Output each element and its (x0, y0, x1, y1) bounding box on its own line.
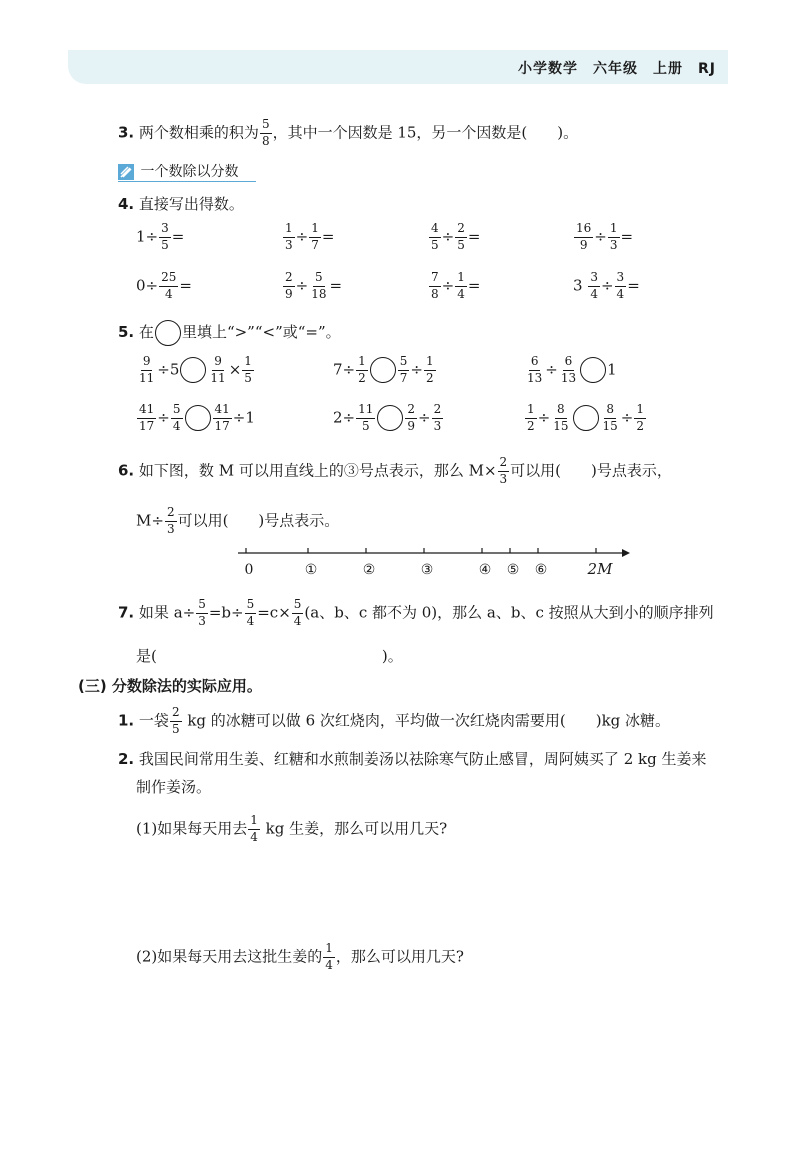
q5-item: 7÷ $\frac{1}{2}$ $\frac{5}{7}$ ÷ $\frac{1}{2}$ (333, 354, 434, 385)
question-4-prompt: 4. 直接写出得数。 (118, 195, 244, 213)
number-line-label: ⑤ (506, 562, 520, 578)
number-line-arrow (622, 549, 630, 557)
question-5-prompt: 5. 在 里填上“>”“<”或“=”。 (118, 320, 341, 346)
question-7-line-1: 7. 如果 a÷ $\frac{5}{3}$ =b÷ $\frac{5}{4}$ =c× $\frac{5}{4}$ (a、b、c 都不为 0)，那么 a、b、c 按照从大到小的顺序排列 (118, 597, 714, 628)
number-line-label: 2M (587, 560, 613, 578)
q4-item: 3 $\frac{3}{4}$ ÷ $\frac{3}{4}$ = (573, 270, 640, 301)
problem-2-line-1: 2. 我国民间常用生姜、红糖和水煎制姜汤以祛除寒气防止感冒，周阿姨买了 2 kg 生姜来 (118, 750, 707, 768)
q4-item: $\frac{2}{9}$ ÷ $\frac{5}{18}$ = (285, 270, 343, 301)
question-3: 3. 两个数相乘的积为 $\frac{5}{8}$ ，其中一个因数是 15，另一个因数是( )。 (118, 117, 579, 148)
section-heading (118, 161, 238, 181)
problem-1: 1. 一袋 $\frac{2}{5}$ kg 的冰糖可以做 6 次红烧肉，平均做一次红烧肉需要用( )kg 冰糖。 (118, 705, 671, 736)
q4-item: 0÷ $\frac{25}{4}$ = (136, 270, 192, 301)
question-6-line-2: M÷ $\frac{2}{3}$ 可以用( )号点表示。 (136, 505, 340, 536)
answer-circle[interactable] (573, 405, 599, 431)
part-3-title: (三) 分数除法的实际应用。 (78, 677, 262, 695)
answer-circle[interactable] (180, 357, 206, 383)
answer-circle[interactable] (580, 357, 606, 383)
section-title: 一个数除以分数 (140, 164, 239, 180)
q5-item: 2÷ $\frac{11}{5}$ $\frac{2}{9}$ ÷ $\frac{2}{3}$ (333, 402, 442, 433)
page-header (68, 50, 728, 84)
question-7-line-2: 是( )。 (136, 647, 403, 665)
fraction: $\frac{5}{8}$ (261, 117, 270, 148)
answer-circle[interactable] (377, 405, 403, 431)
number-line-label: ① (304, 562, 318, 578)
q5-item: $\frac{9}{11}$ ÷5 $\frac{9}{11}$ × $\frac{1}{5}$ (139, 354, 252, 385)
header-title: 小学数学 六年级 上册 RJ (518, 61, 716, 77)
q4-item: $\frac{16}{9}$ ÷ $\frac{1}{3}$ = (576, 221, 634, 252)
number-line-label: ③ (420, 562, 434, 578)
number-line (230, 540, 630, 582)
q4-item: $\frac{4}{5}$ ÷ $\frac{2}{5}$ = (431, 221, 481, 252)
answer-circle[interactable] (185, 405, 211, 431)
number-line-label: ② (362, 562, 376, 578)
q4-item: 1÷ $\frac{3}{5}$ = (136, 221, 185, 252)
q4-item: $\frac{7}{8}$ ÷ $\frac{1}{4}$ = (431, 270, 481, 301)
q5-item: $\frac{6}{13}$ ÷ $\frac{6}{13}$ 1 (527, 354, 617, 385)
problem-2-sub-1: (1)如果每天用去 $\frac{1}{4}$ kg 生姜，那么可以用几天? (136, 813, 448, 844)
problem-2-line-2: 制作姜汤。 (136, 778, 212, 796)
number-line-label: 0 (244, 562, 254, 578)
pencil-icon (118, 164, 134, 180)
answer-circle[interactable] (370, 357, 396, 383)
q5-item: $\frac{41}{17}$ ÷ $\frac{5}{4}$ $\frac{41}{17}$ ÷1 (139, 402, 255, 433)
number-line-label: ④ (478, 562, 492, 578)
q4-item: $\frac{1}{3}$ ÷ $\frac{1}{7}$ = (285, 221, 335, 252)
question-6-line-1: 6. 如下图，数 M 可以用直线上的③号点表示，那么 M× $\frac{2}{3}$ 可以用( )号点表示， (118, 455, 672, 486)
q5-item: $\frac{1}{2}$ ÷ $\frac{8}{15}$ $\frac{8}{15}$ ÷ $\frac{1}{2}$ (527, 402, 644, 433)
problem-2-sub-2: (2)如果每天用去这批生姜的 $\frac{1}{4}$ ，那么可以用几天? (136, 941, 464, 972)
compare-circle (155, 320, 181, 346)
number-line-label: ⑥ (534, 562, 548, 578)
